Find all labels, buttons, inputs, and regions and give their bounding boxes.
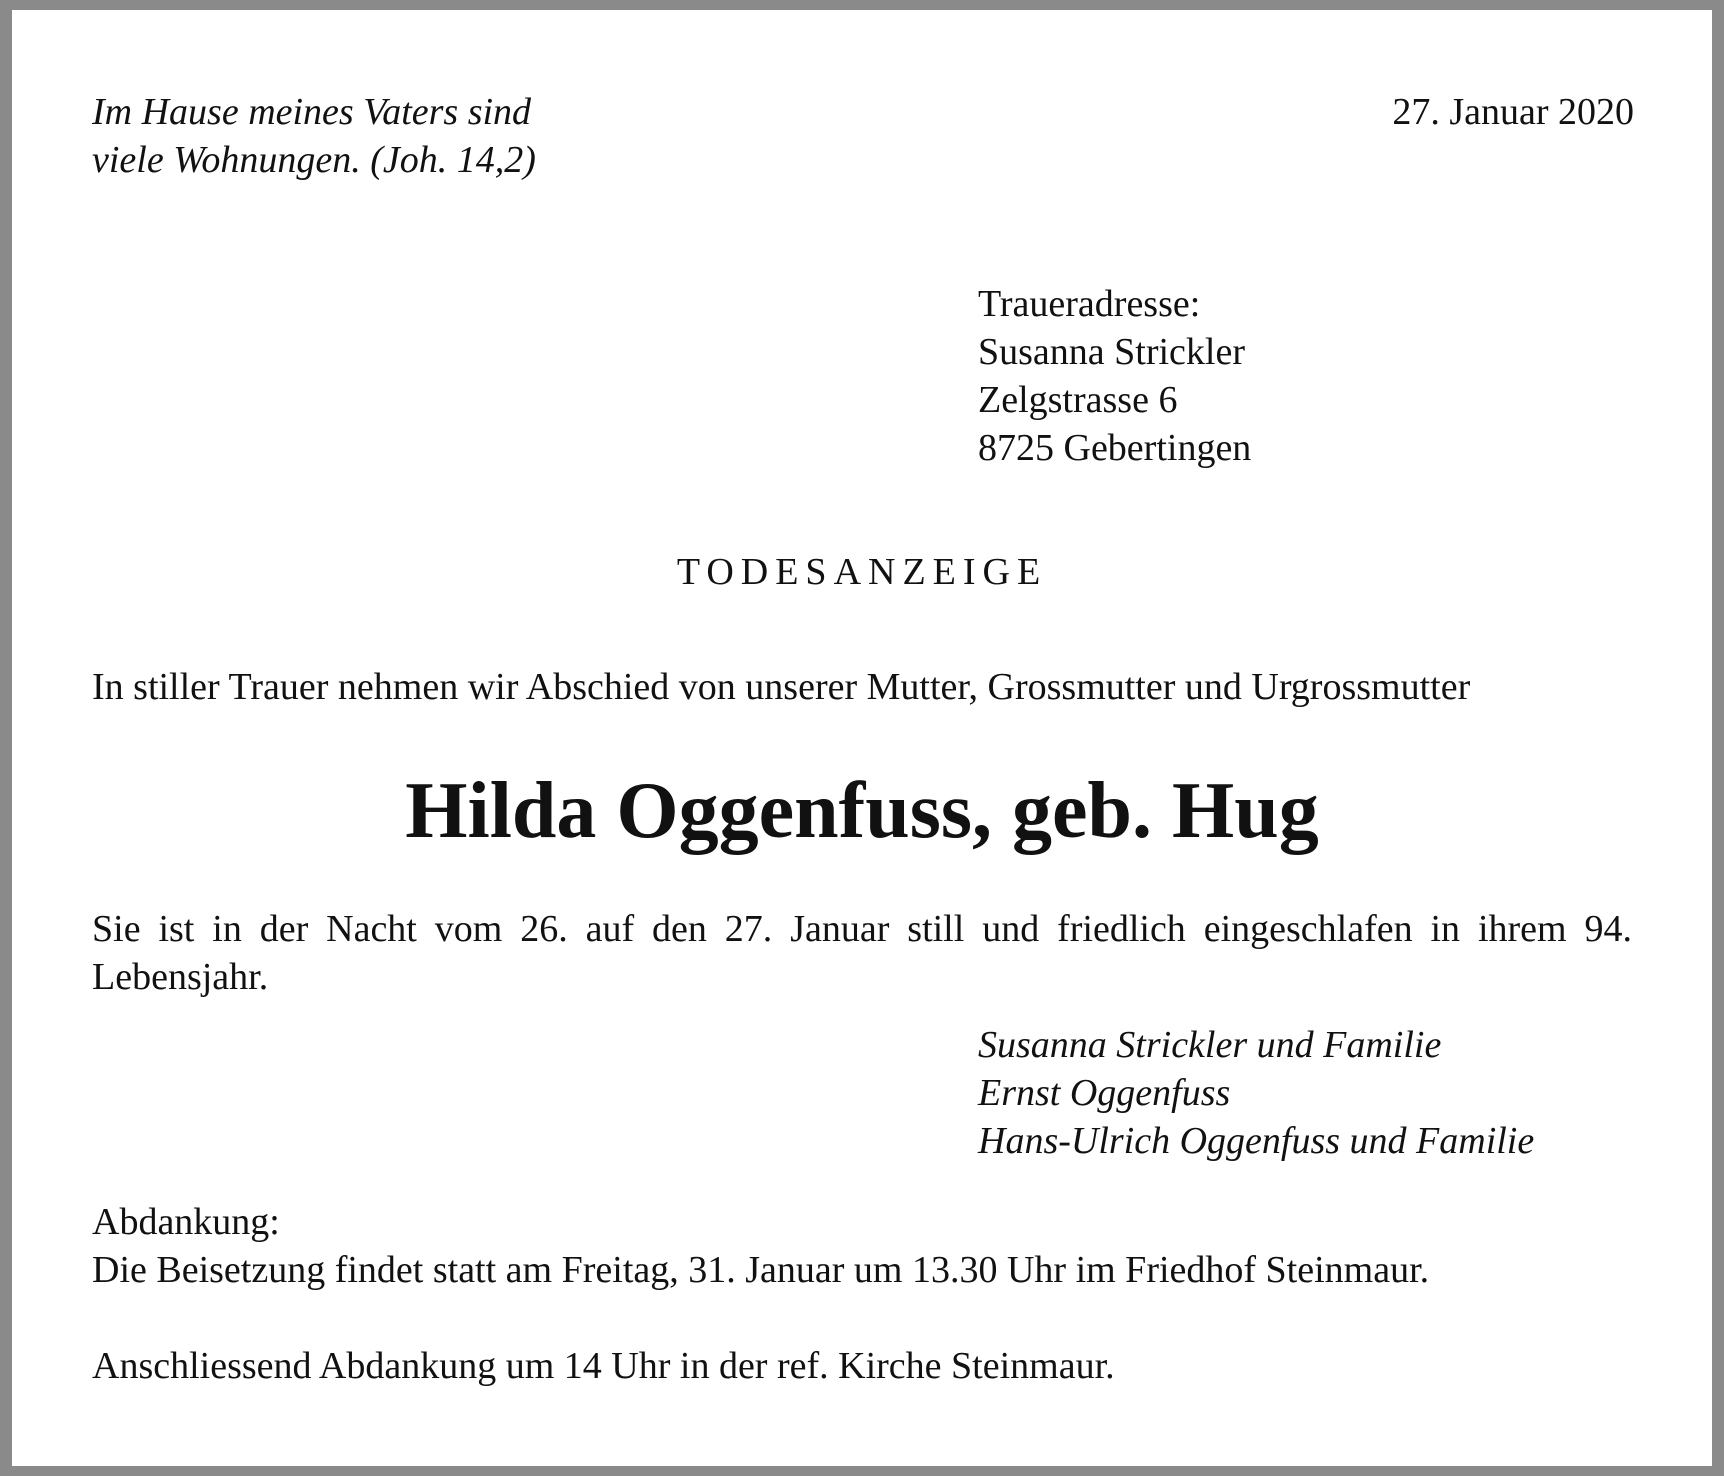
address-street: Zelgstrasse 6 [978,379,1178,421]
intro-text: In stiller Trauer nehmen wir Abschied von unserer Mutter, Grossmutter und Urgrossmutter [92,666,1471,708]
mourner-item: Hans-Ulrich Oggenfuss und Familie [978,1120,1535,1162]
deceased-name: Hilda Oggenfuss, geb. Hug [405,767,1319,855]
service-info [92,1198,1429,1294]
service-label: Abdankung: [92,1201,280,1243]
bible-verse-line-1: Im Hause meines Vaters sind [92,91,532,133]
obituary-page [12,10,1712,1466]
bible-verse-line-2: viele Wohnungen. (Joh. 14,2) [92,139,536,181]
notice-heading: TODESANZEIGE [676,551,1048,593]
mourning-address [978,280,1251,472]
ceremony-text: Anschliessend Abdankung um 14 Uhr in der ref. Kirche Steinmaur. [92,1345,1115,1387]
mourner-item: Ernst Oggenfuss [978,1072,1231,1114]
notice-date: 27. Januar 2020 [1392,91,1634,133]
address-name: Susanna Strickler [978,331,1246,373]
address-city: 8725 Gebertingen [978,427,1252,469]
mourner-item: Susanna Strickler und Familie [978,1024,1442,1066]
bible-verse [92,88,536,184]
burial-text: Die Beisetzung findet statt am Freitag, 31. Januar um 13.30 Uhr im Friedhof Steinmaur. [92,1249,1430,1291]
address-label: Traueradresse: [978,283,1201,325]
passing-text: Sie ist in der Nacht vom 26. auf den 27. Januar still und friedlich eingeschlafen in ihrem 94. Lebensjahr. [92,908,1632,998]
mourners-list [978,1021,1534,1165]
